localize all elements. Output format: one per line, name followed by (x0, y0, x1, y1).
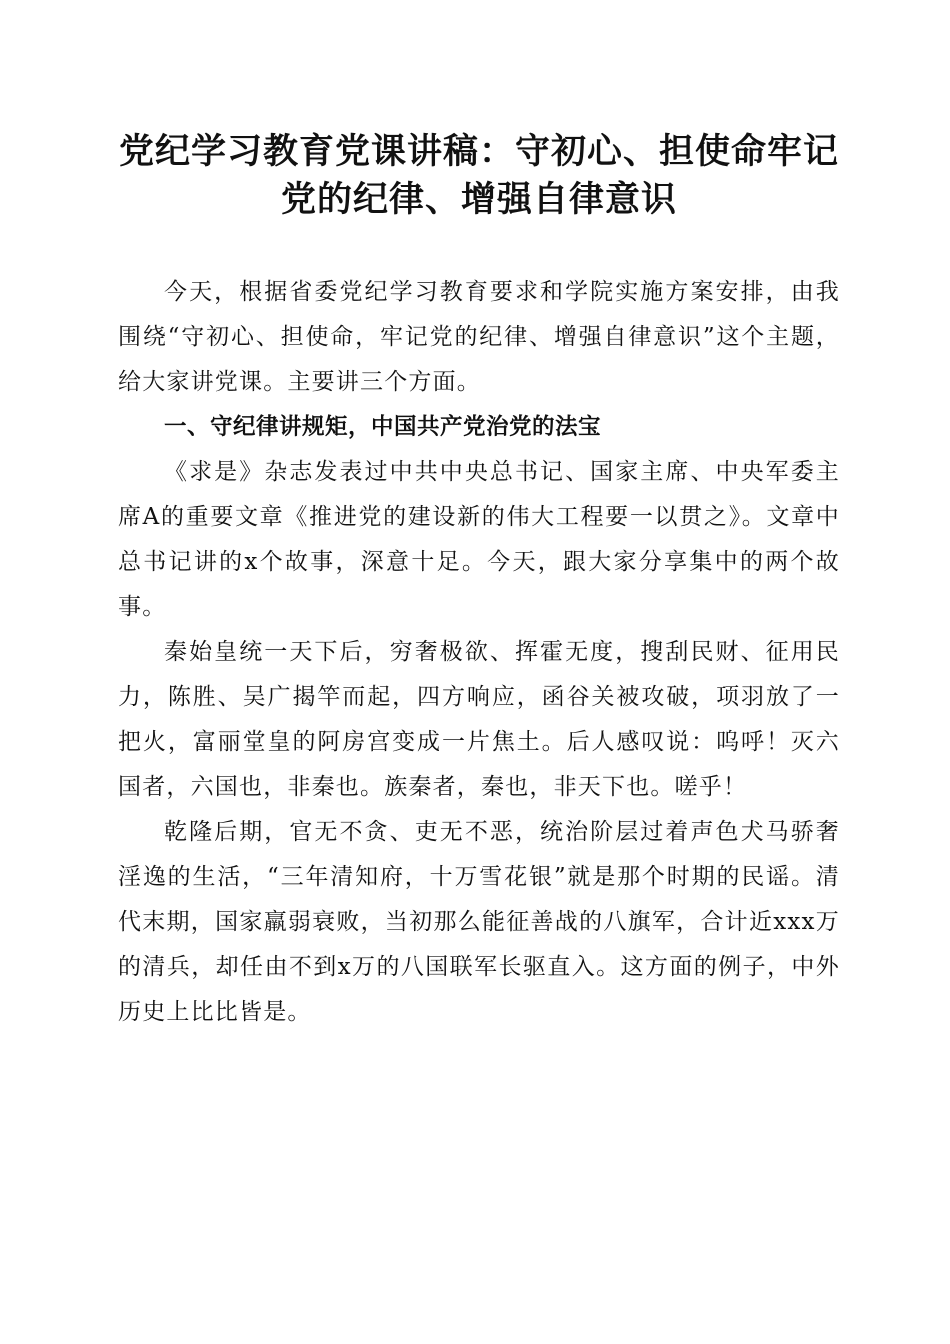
qiushi-paragraph: 《求是》杂志发表过中共中央总书记、国家主席、中央军委主席A的重要文章《推进党的建设新的伟大工程要一以贯之》。文章中总书记讲的x个故事，深意十足。今天，跟大家分享集中的两个故事。 (118, 459, 840, 620)
document-body (118, 270, 840, 1035)
section-1-heading: 一、守纪律讲规矩，中国共产党治党的法宝 (164, 414, 602, 440)
qianlong-story-paragraph: 乾隆后期，官无不贪、吏无不恶，统治阶层过着声色犬马骄奢淫逸的生活，“三年清知府，十万雪花银”就是那个时期的民谣。清代末期，国家羸弱衰败，当初那么能征善战的八旗军，合计近xxx万的清兵，却任由不到x万的八国联军长驱直入。这方面的例子，中外历史上比比皆是。 (118, 819, 840, 1025)
qin-story-paragraph: 秦始皇统一天下后，穷奢极欲、挥霍无度，搜刮民财、征用民力，陈胜、吴广揭竿而起，四方响应，函谷关被攻破，项羽放了一把火，富丽堂皇的阿房宫变成一片焦土。后人感叹说：呜呼！灭六国者，六国也，非秦也。族秦者，秦也，非天下也。嗟乎！ (118, 639, 840, 800)
title-line-2: 党的纪律、增强自律意识 (280, 179, 677, 220)
title-line-1: 党纪学习教育党课讲稿：守初心、担使命牢记 (118, 131, 839, 172)
document-title (118, 128, 840, 224)
document-page (118, 128, 840, 1035)
intro-paragraph: 今天，根据省委党纪学习教育要求和学院实施方案安排，由我围绕“守初心、担使命，牢记党的纪律、增强自律意识”这个主题，给大家讲党课。主要讲三个方面。 (118, 279, 840, 395)
